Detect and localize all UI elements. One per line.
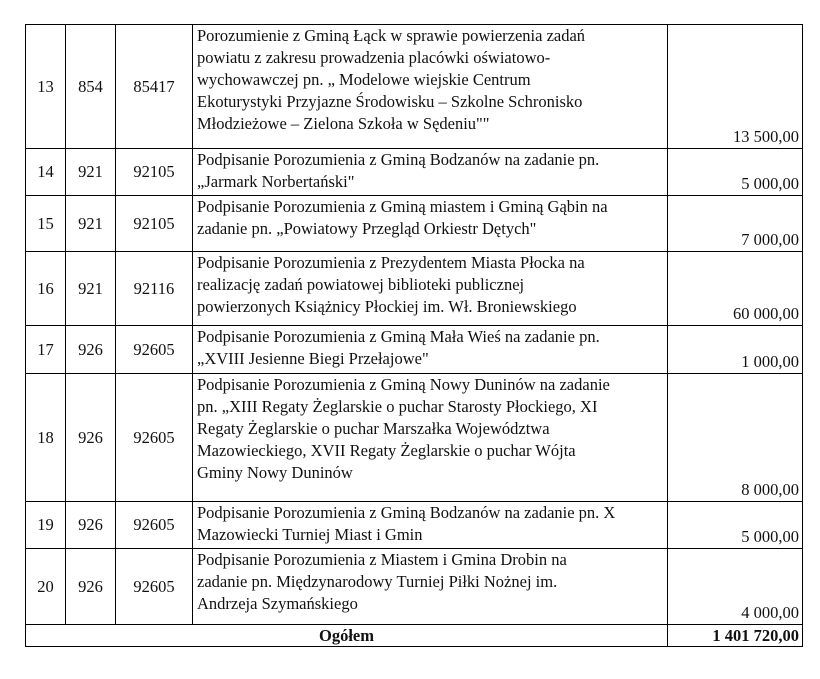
amount-cell: 5 000,00 xyxy=(668,149,803,196)
chapter-code: 92605 xyxy=(116,502,193,549)
description-line: Młodzieżowe – Zielona Szkoła w Sędeniu"" xyxy=(197,114,490,133)
description-line: Podpisanie Porozumienia z Gminą Nowy Duninów na zadanie xyxy=(197,375,610,394)
amount-cell: 8 000,00 xyxy=(668,374,803,502)
table-row xyxy=(26,25,803,149)
table-row xyxy=(26,252,803,326)
description-line: Andrzeja Szymańskiego xyxy=(197,594,358,613)
amount-cell: 4 000,00 xyxy=(668,549,803,625)
row-number: 18 xyxy=(26,374,66,502)
row-number: 19 xyxy=(26,502,66,549)
amount-cell: 5 000,00 xyxy=(668,502,803,549)
description-line: powiatu z zakresu prowadzenia placówki oświatowo- xyxy=(197,48,551,67)
description-cell xyxy=(193,25,668,149)
table-row xyxy=(26,549,803,625)
table-row xyxy=(26,196,803,252)
section-code: 926 xyxy=(66,549,116,625)
description-cell xyxy=(193,196,668,252)
amount-cell: 7 000,00 xyxy=(668,196,803,252)
section-code: 926 xyxy=(66,326,116,374)
description-line: Podpisanie Porozumienia z Miastem i Gmina Drobin na xyxy=(197,550,567,569)
description-cell xyxy=(193,549,668,625)
section-code: 854 xyxy=(66,25,116,149)
row-number: 20 xyxy=(26,549,66,625)
description-line: wychowawczej pn. „ Modelowe wiejskie Centrum xyxy=(197,70,531,89)
document-page xyxy=(25,24,803,647)
table-row xyxy=(26,326,803,374)
total-label: Ogółem xyxy=(26,625,668,647)
row-number: 17 xyxy=(26,326,66,374)
description-line: Regaty Żeglarskie o puchar Marszałka Województwa xyxy=(197,419,550,438)
description-line: Mazowiecki Turniej Miast i Gmin xyxy=(197,525,423,544)
description-line: „Jarmark Norbertański" xyxy=(197,172,355,191)
chapter-code: 85417 xyxy=(116,25,193,149)
chapter-code: 92105 xyxy=(116,149,193,196)
amount-cell: 60 000,00 xyxy=(668,252,803,326)
description-line: Podpisanie Porozumienia z Prezydentem Miasta Płocka na xyxy=(197,253,585,272)
chapter-code: 92605 xyxy=(116,374,193,502)
description-line: Podpisanie Porozumienia z Gminą Bodzanów na zadanie pn. X xyxy=(197,503,616,522)
description-line: realizację zadań powiatowej biblioteki publicznej xyxy=(197,275,525,294)
description-line: powierzonych Książnicy Płockiej im. Wł. Broniewskiego xyxy=(197,297,577,316)
section-code: 921 xyxy=(66,252,116,326)
agreements-table xyxy=(25,24,803,647)
description-line: Ekoturystyki Przyjazne Środowisku – Szkolne Schronisko xyxy=(197,92,583,111)
description-line: zadanie pn. „Powiatowy Przegląd Orkiestr Dętych" xyxy=(197,219,537,238)
row-number: 13 xyxy=(26,25,66,149)
total-row xyxy=(26,625,803,647)
description-line: Podpisanie Porozumienia z Gminą Bodzanów na zadanie pn. xyxy=(197,150,600,169)
total-amount: 1 401 720,00 xyxy=(668,625,803,647)
table-row xyxy=(26,502,803,549)
section-code: 926 xyxy=(66,502,116,549)
description-cell xyxy=(193,149,668,196)
description-line: zadanie pn. Międzynarodowy Turniej Piłki Nożnej im. xyxy=(197,572,558,591)
description-line: Porozumienie z Gminą Łąck w sprawie powierzenia zadań xyxy=(197,26,586,45)
table-body xyxy=(26,25,803,647)
row-number: 14 xyxy=(26,149,66,196)
description-cell xyxy=(193,374,668,502)
section-code: 921 xyxy=(66,196,116,252)
amount-cell: 1 000,00 xyxy=(668,326,803,374)
table-row xyxy=(26,149,803,196)
row-number: 16 xyxy=(26,252,66,326)
table-row xyxy=(26,374,803,502)
description-line: Gminy Nowy Duninów xyxy=(197,463,353,482)
chapter-code: 92116 xyxy=(116,252,193,326)
description-line: Mazowieckiego, XVII Regaty Żeglarskie o puchar Wójta xyxy=(197,441,576,460)
chapter-code: 92105 xyxy=(116,196,193,252)
description-cell xyxy=(193,502,668,549)
description-line: pn. „XIII Regaty Żeglarskie o puchar Starosty Płockiego, XI xyxy=(197,397,598,416)
chapter-code: 92605 xyxy=(116,549,193,625)
description-cell xyxy=(193,252,668,326)
description-cell xyxy=(193,326,668,374)
amount-cell: 13 500,00 xyxy=(668,25,803,149)
description-line: Podpisanie Porozumienia z Gminą Mała Wieś na zadanie pn. xyxy=(197,327,600,346)
chapter-code: 92605 xyxy=(116,326,193,374)
description-line: „XVIII Jesienne Biegi Przełajowe" xyxy=(197,349,429,368)
section-code: 921 xyxy=(66,149,116,196)
row-number: 15 xyxy=(26,196,66,252)
description-line: Podpisanie Porozumienia z Gminą miastem i Gminą Gąbin na xyxy=(197,197,608,216)
section-code: 926 xyxy=(66,374,116,502)
